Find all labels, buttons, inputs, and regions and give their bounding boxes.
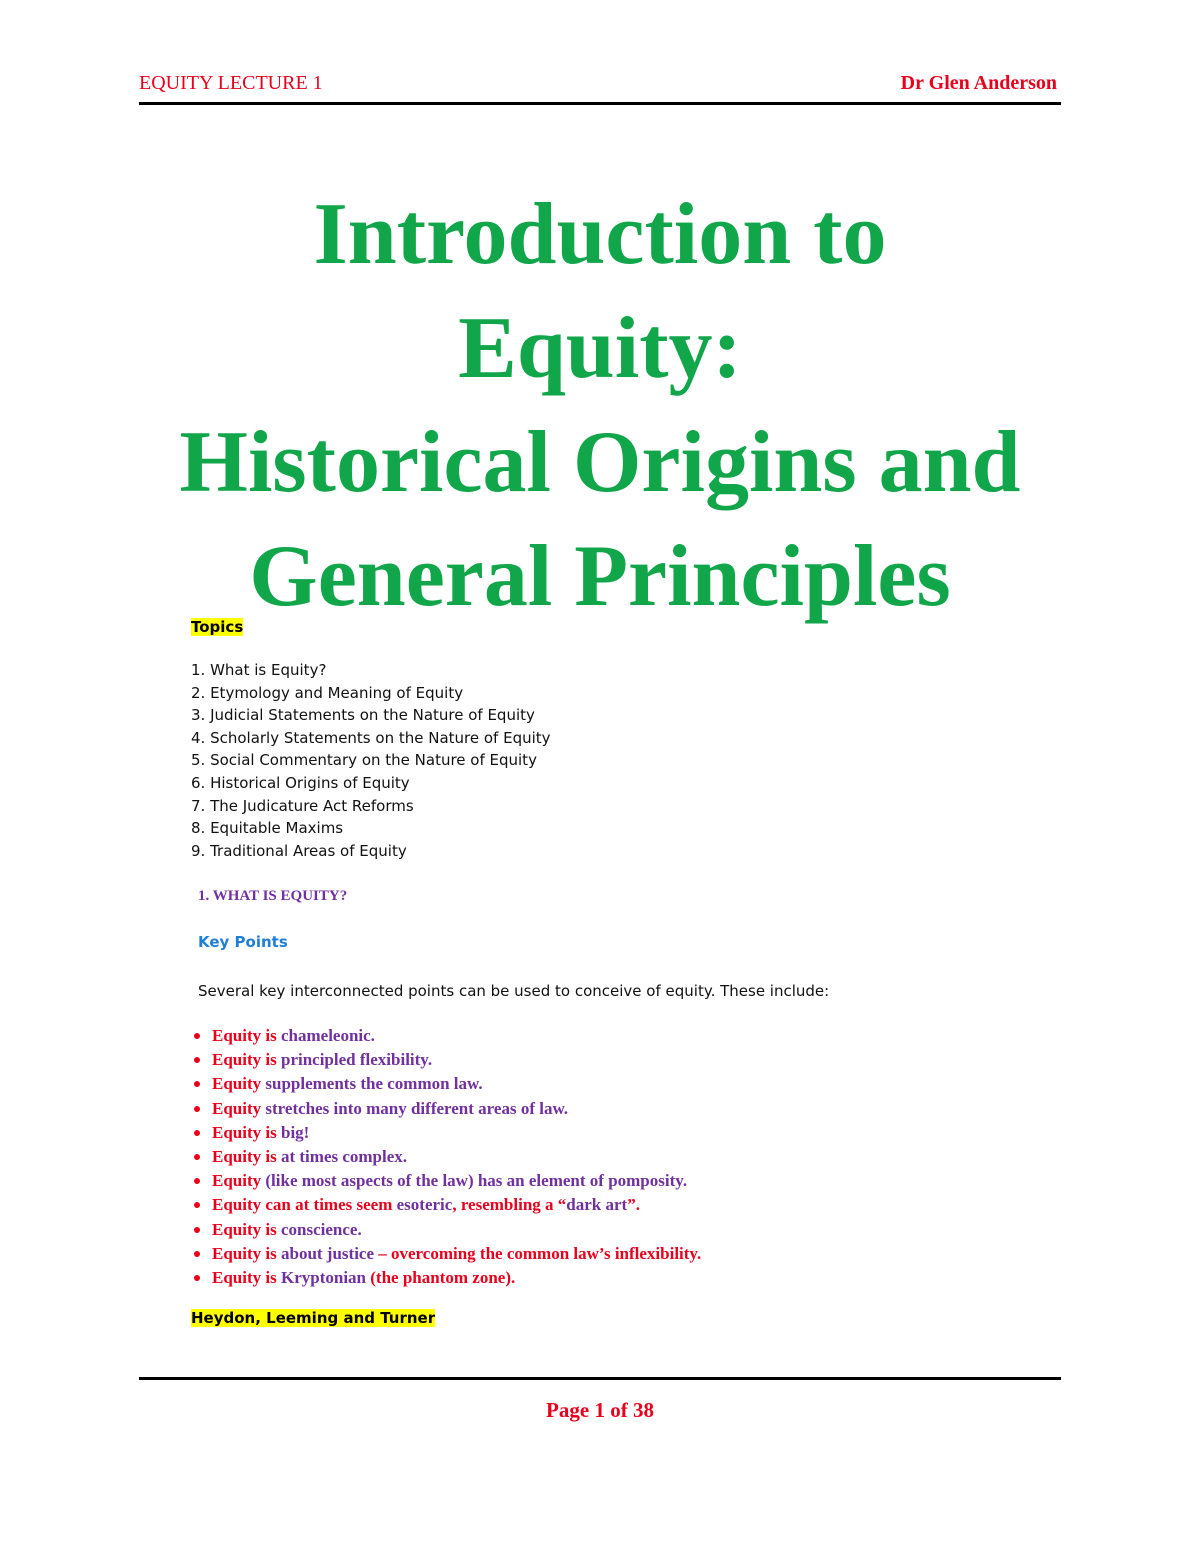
topic-item: 7. The Judicature Act Reforms: [191, 796, 414, 815]
key-point-item: [191, 1048, 701, 1072]
key-point-segment: Equity can at times seem: [212, 1195, 397, 1215]
topic-list: [191, 659, 551, 862]
key-point-item: [191, 1145, 701, 1169]
key-point-segment: Equity is: [212, 1122, 281, 1142]
key-point-segment: Kryptonian: [280, 1268, 367, 1288]
key-point-segment: dark art: [566, 1195, 628, 1215]
header-course-title: EQUITY LECTURE 1: [139, 72, 323, 94]
key-point-item: [191, 1072, 701, 1096]
title-line-3: Historical Origins and: [179, 414, 1021, 511]
key-point-segment: Equity: [212, 1098, 266, 1118]
key-point-item: [191, 1097, 701, 1121]
topic-item: 1. What is Equity?: [191, 661, 327, 679]
footer-rule: [139, 1377, 1061, 1380]
topics-label: Topics: [191, 618, 244, 636]
key-point-segment: Equity is: [212, 1243, 281, 1263]
topic-item: 3. Judicial Statements on the Nature of Equity: [191, 706, 535, 725]
key-point-segment: stretches into many different areas of law.: [265, 1098, 569, 1118]
of-label: of: [610, 1398, 628, 1422]
topic-item: 4. Scholarly Statements on the Nature of Equity: [191, 728, 551, 747]
key-point-segment: Equity is: [212, 1147, 281, 1167]
key-point-segment: big!: [280, 1122, 310, 1142]
key-point-segment: Equity: [212, 1074, 266, 1094]
key-point-item: [191, 1242, 701, 1266]
page-total: 38: [632, 1398, 654, 1422]
page-header: [139, 70, 1061, 105]
header-author: Dr Glen Anderson: [900, 72, 1057, 94]
key-point-segment: Equity is: [212, 1219, 281, 1239]
key-point-segment: principled flexibility.: [280, 1050, 433, 1070]
key-point-item: [191, 1121, 701, 1145]
key-point-segment: – overcoming the common law’s inflexibility.: [374, 1243, 702, 1263]
title-line-1: Introduction to: [313, 186, 887, 283]
key-point-segment: Equity is: [212, 1268, 281, 1288]
key-point-segment: about justice: [280, 1243, 375, 1263]
topic-item: 5. Social Commentary on the Nature of Equity: [191, 751, 537, 770]
topic-item: 9. Traditional Areas of Equity: [191, 841, 407, 860]
key-point-segment: Equity is: [212, 1026, 281, 1045]
topic-item: 6. Historical Origins of Equity: [191, 773, 410, 792]
key-point-item: [191, 1266, 701, 1290]
key-point-segment: conscience.: [280, 1219, 362, 1239]
key-point-segment: (like most aspects of the law) has an element of: [265, 1171, 609, 1191]
document-title: [100, 178, 1100, 634]
key-point-segment: Equity is: [212, 1050, 281, 1070]
key-point-segment: ”.: [627, 1195, 640, 1215]
topic-item: 2. Etymology and Meaning of Equity: [191, 683, 464, 702]
page-footer: [0, 1398, 1200, 1423]
key-points-list: [191, 1024, 701, 1290]
key-point-segment: Equity: [212, 1171, 266, 1191]
title-line-4: General Principles: [249, 528, 951, 625]
title-line-2: Equity:: [458, 300, 742, 397]
key-point-segment: supplements the common law.: [265, 1074, 483, 1094]
key-point-item: [191, 1024, 701, 1048]
key-point-segment: esoteric: [396, 1195, 453, 1215]
key-point-item: [191, 1193, 701, 1217]
section-heading: 1. WHAT IS EQUITY?: [198, 888, 348, 904]
key-points-heading: Key Points: [198, 933, 288, 951]
key-point-segment: chameleonic.: [280, 1026, 375, 1045]
page-number: 1: [594, 1398, 605, 1422]
subsection-heading: Heydon, Leeming and Turner: [191, 1309, 436, 1327]
topic-item: 8. Equitable Maxims: [191, 819, 344, 838]
key-point-segment: , resembling a “: [452, 1195, 567, 1215]
key-point-segment: at times complex.: [280, 1147, 408, 1167]
intro-paragraph: Several key interconnected points can be used to conceive of equity. These include:: [198, 982, 830, 1000]
key-point-segment: pomposity.: [608, 1171, 688, 1191]
key-point-item: [191, 1218, 701, 1242]
page-label: Page: [546, 1398, 590, 1422]
key-point-segment: (the phantom zone).: [366, 1268, 516, 1288]
key-point-item: [191, 1169, 701, 1193]
